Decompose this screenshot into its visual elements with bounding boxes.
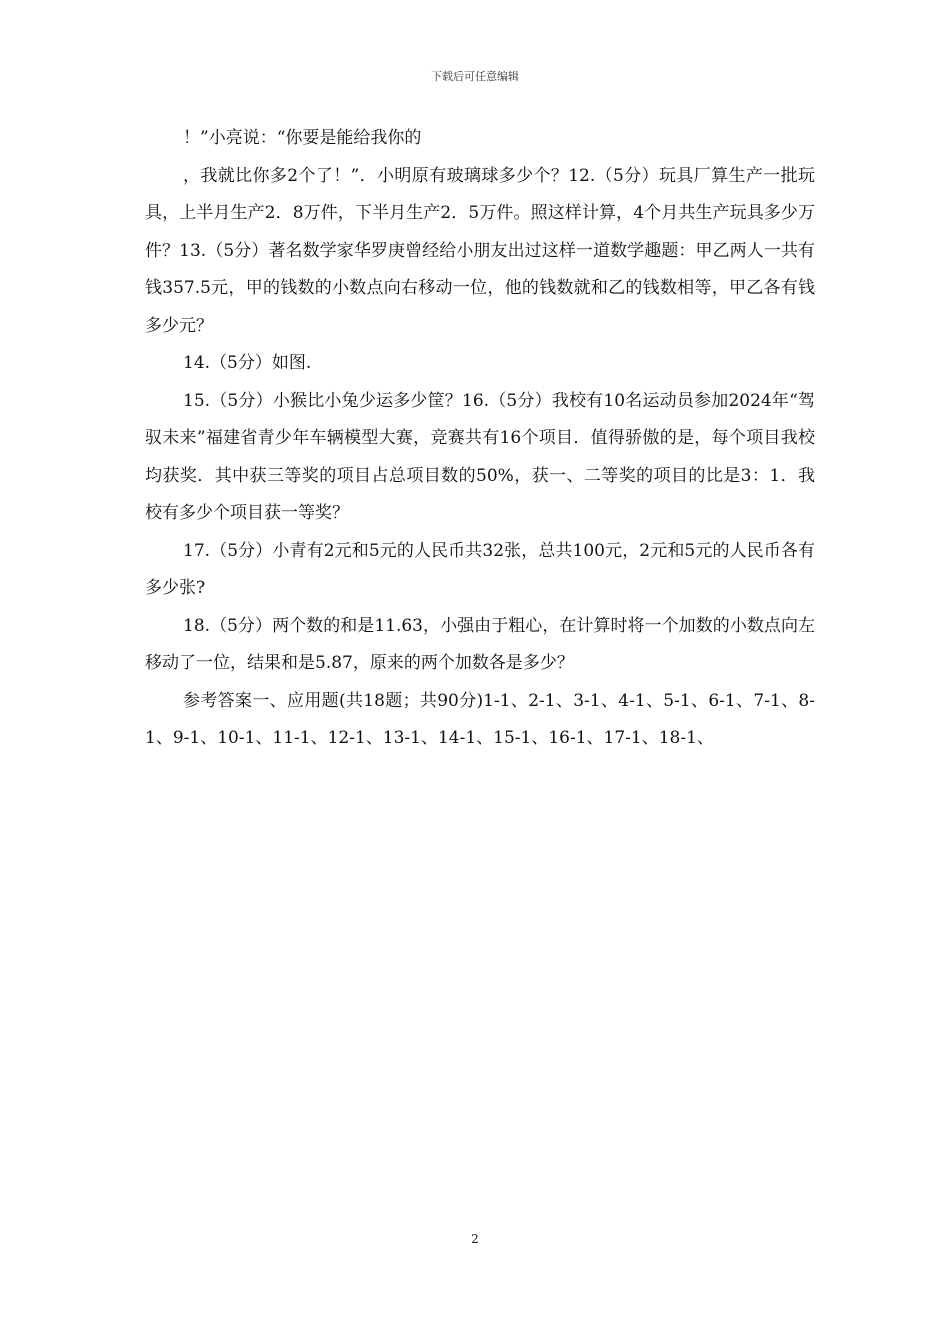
paragraph-3: 14.（5分）如图. — [183, 353, 312, 373]
paragraph-7: 参考答案一、应用题(共18题；共90分)1-1、2-1、3-1、4-1、5-1、6-1、7-1、8-1、9-1、10-1、11-1、12-1、13-1、14-1、15-1、16-1、17-1、18-1、 — [145, 690, 815, 748]
page-header-note: 下载后可任意编辑 — [431, 70, 519, 83]
paragraph-2: ，我就比你多2个了！”．小明原有玻璃球多少个？12.（5分）玩具厂算生产一批玩具，上半月生产2．8万件，下半月生产2．5万件。照这样计算，4个月共生产玩具多少万件？13.（5分）著名数学家华罗庚曾经给小朋友出过这样一道数学趣题：甲乙两人一共有钱357.5元，甲的钱数的小数点向右移动一位，他的钱数就和乙的钱数相等，甲乙各有钱多少元？ — [145, 165, 815, 336]
paragraph-1: ！”小亮说：“你要是能给我你的 — [183, 128, 422, 148]
page-number: 2 — [471, 1232, 479, 1246]
paragraph-4: 15.（5分）小猴比小兔少运多少筐？16.（5分）我校有10名运动员参加2024年“驾驭未来”福建省青少年车辆模型大赛，竞赛共有16个项目．值得骄傲的是，每个项目我校均获奖．其中获三等奖的项目占总项目数的50%，获一、二等奖的项目的比是3：1．我校有多少个项目获一等奖？ — [145, 390, 815, 523]
paragraph-5: 17.（5分）小青有2元和5元的人民币共32张，总共100元，2元和5元的人民币各有多少张? — [145, 540, 815, 598]
paragraph-6: 18.（5分）两个数的和是11.63，小强由于粗心，在计算时将一个加数的小数点向左移动了一位，结果和是5.87，原来的两个加数各是多少？ — [145, 615, 815, 673]
document-body — [145, 120, 815, 758]
